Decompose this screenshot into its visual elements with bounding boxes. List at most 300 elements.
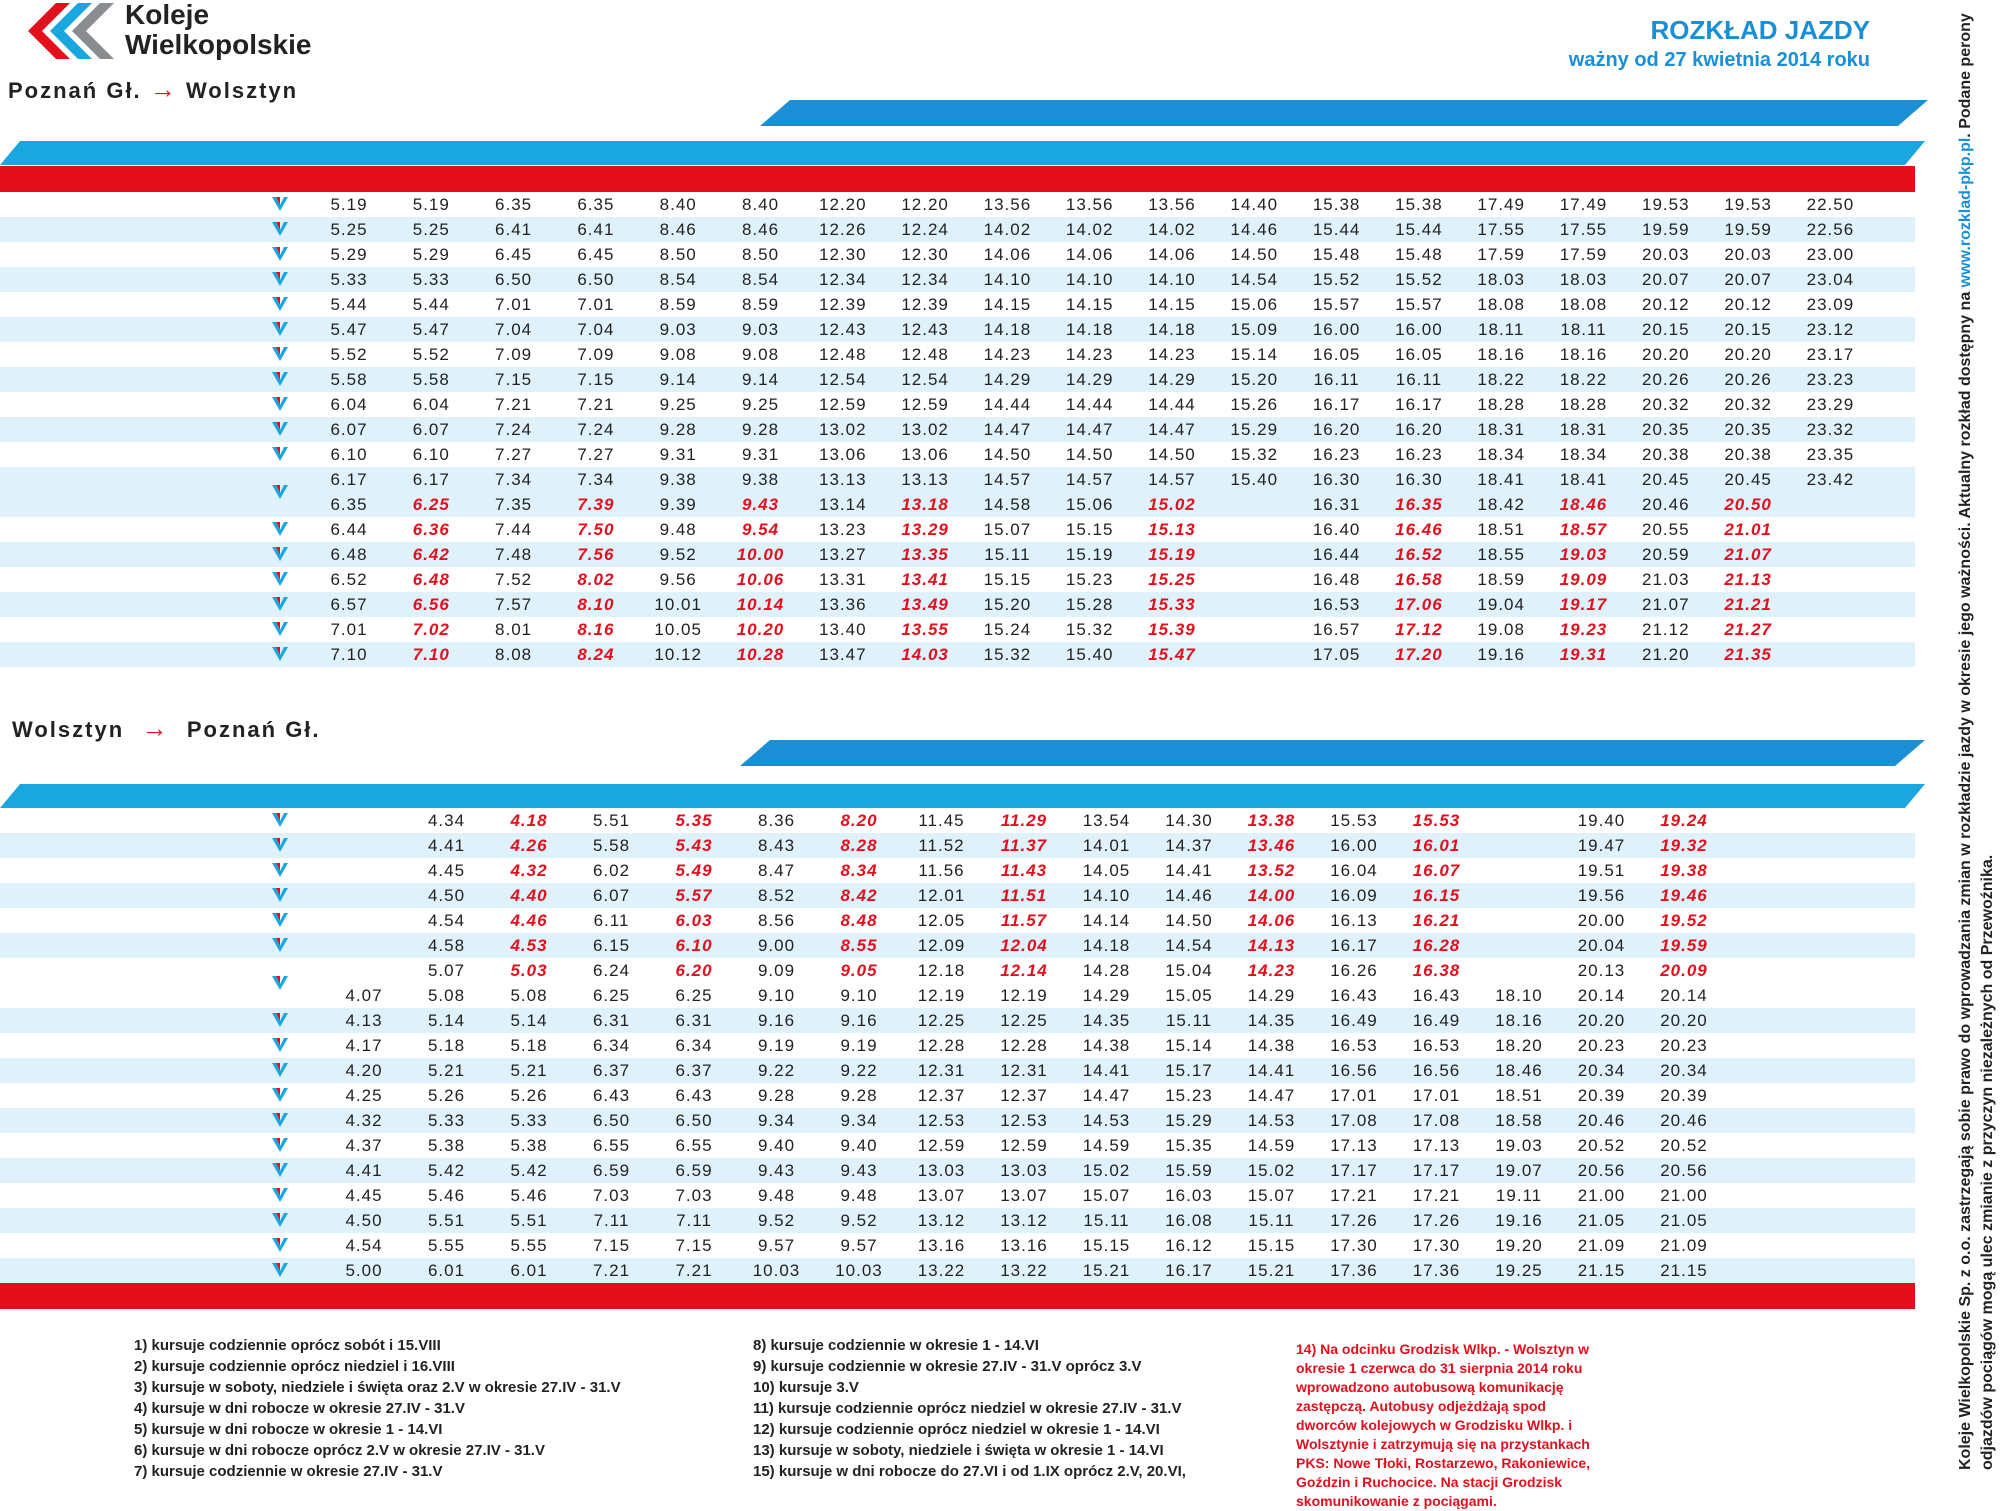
departure-time: 18.10: [1495, 986, 1543, 1005]
departure-time: 5.52: [330, 345, 368, 364]
departure-time: 20.14: [1660, 986, 1708, 1005]
footnote-item: 13) kursuje w soboty, niedziele i święta w okresie 1 - 14.VI: [753, 1442, 1164, 1459]
platform-number: [966, 166, 1048, 192]
departure-time: 12.30: [901, 245, 949, 264]
departure-time: 9.10: [840, 986, 878, 1005]
departure-time: 9.08: [659, 345, 697, 364]
departure-time: 11.56: [918, 861, 965, 880]
departure-time: 5.21: [427, 1061, 466, 1080]
departure-time: 19.16: [1495, 1211, 1543, 1230]
accessible-station-icon: [272, 838, 288, 852]
departure-time: 15.02: [1247, 1161, 1296, 1180]
departure-time: 16.38: [1412, 961, 1461, 980]
departure-time: 7.57: [495, 595, 533, 614]
departure-time: 6.52: [330, 570, 368, 589]
train-number: [555, 124, 637, 140]
departure-time: 20.07: [1642, 270, 1690, 289]
departure-time: 16.08: [1165, 1211, 1213, 1230]
departure-time: 6.20: [675, 961, 713, 980]
departure-time: 17.21: [1412, 1186, 1461, 1205]
station-row: [0, 1008, 1915, 1033]
departure-time: 14.44: [983, 395, 1032, 414]
departure-time: 5.33: [510, 1111, 548, 1130]
departure-time: 16.26: [1330, 961, 1378, 980]
departure-time: 21.05: [1577, 1211, 1626, 1230]
departure-time: 9.52: [757, 1211, 796, 1230]
accessible-station-icon: [272, 1263, 288, 1277]
departure-time: 9.48: [757, 1186, 796, 1205]
departure-time: 17.17: [1412, 1161, 1461, 1180]
departure-time: 7.01: [495, 295, 533, 314]
departure-time: 4.13: [345, 1011, 383, 1030]
departure-time: 20.35: [1642, 420, 1690, 439]
departure-time: 16.43: [1412, 986, 1461, 1005]
platform-number: [1625, 166, 1707, 192]
side-note-text-2: . Podane perony odjazdów pociągów mogą ulec zmianie z przyczyn niezależnych od Przewoźnika.: [1957, 13, 1996, 1470]
arrow-right-icon: →: [132, 713, 179, 743]
departure-time: 19.47: [1577, 836, 1626, 855]
departure-time: 15.06: [1230, 295, 1279, 314]
service-code: [983, 783, 1065, 808]
platform-number: [571, 1283, 653, 1309]
departure-time: 20.45: [1642, 470, 1690, 489]
departure-time: 10.03: [835, 1261, 883, 1280]
station-row: [0, 592, 1915, 617]
departure-time: 16.17: [1312, 395, 1361, 414]
departure-time: 12.34: [819, 270, 867, 289]
station-row: [0, 1058, 1915, 1083]
departure-time: 6.36: [412, 520, 450, 539]
departure-time: 12.18: [917, 961, 966, 980]
departure-time: 8.54: [659, 270, 697, 289]
departure-time: 14.23: [1148, 345, 1196, 364]
departure-time: 19.23: [1559, 620, 1608, 639]
departure-time: 8.59: [659, 295, 697, 314]
accessible-station-icon: [272, 1238, 288, 1252]
timetable-inbound: [0, 740, 1925, 1340]
departure-time: 18.08: [1559, 295, 1608, 314]
departure-time: 4.07: [345, 986, 383, 1005]
train-number: [1049, 124, 1131, 140]
departure-time: 12.28: [1000, 1036, 1048, 1055]
footnote-item: 5) kursuje w dni robocze w okresie 1 - 14.VI: [134, 1421, 443, 1438]
departure-time: 10.05: [654, 620, 702, 639]
departure-time: 15.11: [1165, 1011, 1213, 1030]
departure-time: 20.32: [1642, 395, 1690, 414]
departure-time: 13.06: [819, 445, 867, 464]
service-code: [637, 140, 719, 165]
departure-time: 5.26: [510, 1086, 548, 1105]
departure-time: 20.46: [1577, 1111, 1626, 1130]
departure-time: 18.41: [1477, 470, 1525, 489]
accessible-station-icon: [272, 1038, 288, 1052]
accessible-station-icon: [272, 1163, 288, 1177]
departure-time: 23.29: [1806, 395, 1855, 414]
departure-time: 5.42: [427, 1161, 466, 1180]
departure-time: 13.16: [1000, 1236, 1048, 1255]
train-number: [720, 124, 802, 140]
departure-time: 6.44: [330, 520, 368, 539]
departure-time: 21.27: [1724, 620, 1772, 639]
departure-time: 17.30: [1330, 1236, 1378, 1255]
departure-time: 4.26: [510, 836, 548, 855]
accessible-station-icon: [272, 547, 288, 561]
service-code: [653, 783, 735, 808]
departure-time: 13.22: [1000, 1261, 1048, 1280]
departure-time: 5.07: [427, 961, 466, 980]
departure-time: 13.23: [819, 520, 867, 539]
departure-time: 6.34: [675, 1036, 713, 1055]
departure-time: 8.36: [757, 811, 796, 830]
departure-time: 9.48: [840, 1186, 878, 1205]
departure-time: 4.40: [510, 886, 548, 905]
departure-time: 6.07: [412, 420, 450, 439]
departure-time: 15.29: [1165, 1111, 1213, 1130]
platform-number: [901, 1283, 983, 1309]
departure-time: 9.16: [840, 1011, 878, 1030]
service-code: [1478, 783, 1560, 808]
departure-time: 17.26: [1412, 1211, 1461, 1230]
departure-time: 4.20: [345, 1061, 383, 1080]
brand-line2: Wielkopolskie: [125, 29, 312, 60]
departure-time: 14.57: [1148, 470, 1196, 489]
departure-time: 21.05: [1660, 1211, 1708, 1230]
departure-time: 14.06: [1247, 911, 1296, 930]
footnote-item: 3) kursuje w soboty, niedziele i święta oraz 2.V w okresie 27.IV - 31.V: [134, 1379, 621, 1396]
departure-time: 16.56: [1412, 1061, 1461, 1080]
service-code: [884, 140, 966, 165]
departure-time: 21.00: [1577, 1186, 1626, 1205]
footnote-item: 12) kursuje codziennie oprócz niedziel w okresie 1 - 14.VI: [753, 1421, 1160, 1438]
departure-time: 8.50: [659, 245, 697, 264]
train-number: [1707, 124, 1789, 140]
departure-time: 15.07: [983, 520, 1032, 539]
departure-time: 13.41: [901, 570, 949, 589]
departure-time: 9.19: [840, 1036, 878, 1055]
departure-time: 14.44: [1148, 395, 1196, 414]
station-row: [0, 467, 1915, 517]
departure-time: 9.54: [741, 520, 780, 539]
departure-time: 14.38: [1247, 1036, 1296, 1055]
departure-time: 18.08: [1477, 295, 1525, 314]
service-code: [966, 140, 1048, 165]
departure-time: 5.57: [675, 886, 713, 905]
train-number: [488, 768, 570, 784]
departure-time: 16.20: [1312, 420, 1361, 439]
departure-time: 12.20: [901, 195, 949, 214]
validity-date: ważny od 27 kwietnia 2014 roku: [1568, 49, 1870, 71]
departure-time: 6.50: [592, 1111, 631, 1130]
departure-time: 5.44: [330, 295, 368, 314]
service-code: [488, 783, 570, 808]
departure-time: 10.12: [654, 645, 702, 664]
departure-time: 12.14: [1000, 961, 1048, 980]
departure-time: 13.02: [819, 420, 867, 439]
departure-time: 6.03: [675, 911, 713, 930]
departure-time: 10.01: [654, 595, 702, 614]
departure-time: 5.42: [510, 1161, 548, 1180]
departure-time: 13.12: [917, 1211, 966, 1230]
departure-time: 4.34: [427, 811, 466, 830]
departure-time: 14.41: [1247, 1061, 1296, 1080]
departure-time: 16.00: [1330, 836, 1378, 855]
departure-time: 16.28: [1412, 936, 1461, 955]
departure-time: 5.49: [675, 861, 713, 880]
departure-time: 20.35: [1724, 420, 1772, 439]
accessible-station-icon: [272, 1188, 288, 1202]
departure-time: 20.52: [1660, 1136, 1708, 1155]
departure-time: 21.15: [1660, 1261, 1708, 1280]
departure-time: 5.51: [510, 1211, 548, 1230]
departure-time: 13.12: [1000, 1211, 1048, 1230]
departure-time: 15.24: [983, 620, 1032, 639]
station-row: [0, 367, 1915, 392]
departure-time: 14.29: [1082, 986, 1131, 1005]
departure-time: 15.05: [1165, 986, 1213, 1005]
departure-time: 15.53: [1330, 811, 1378, 830]
departure-time: 21.09: [1577, 1236, 1626, 1255]
departure-time: 7.15: [495, 370, 533, 389]
departure-time: 14.50: [983, 445, 1032, 464]
departure-time: 14.29: [1148, 370, 1196, 389]
departure-time: 13.52: [1247, 861, 1296, 880]
departure-time: 9.14: [741, 370, 780, 389]
departure-time: 5.03: [510, 961, 548, 980]
timetable-link[interactable]: www.rozklad-pkp.pl: [1957, 137, 1974, 288]
departure-time: 14.30: [1165, 811, 1213, 830]
departure-time: 6.37: [592, 1061, 631, 1080]
departure-time: 9.03: [659, 320, 697, 339]
departure-time: 14.29: [1065, 370, 1114, 389]
departure-time: 12.28: [917, 1036, 966, 1055]
departure-time: 5.25: [330, 220, 368, 239]
side-note-text-1: Koleje Wielkopolskie Sp. z o.o. zastrzegają sobie prawo do wprowadzania zmian w rozkładzie jazdy w okresie jego ważności. Aktualny rozkład dostępny na: [1957, 287, 1974, 1470]
departure-time: 5.35: [675, 811, 713, 830]
departure-time: 9.28: [757, 1086, 796, 1105]
service-code: [1148, 783, 1230, 808]
departure-time: 13.18: [901, 495, 949, 514]
departure-time: 15.52: [1312, 270, 1361, 289]
departure-time: 14.53: [1082, 1111, 1131, 1130]
departure-time: 23.04: [1806, 270, 1855, 289]
departure-time: 18.20: [1495, 1036, 1543, 1055]
train-number: [390, 124, 472, 140]
departure-time: 17.08: [1330, 1111, 1378, 1130]
departure-time: 16.03: [1165, 1186, 1213, 1205]
departure-time: 8.56: [757, 911, 796, 930]
departure-time: 16.07: [1412, 861, 1461, 880]
departure-time: 18.22: [1559, 370, 1608, 389]
departure-time: 9.43: [840, 1161, 878, 1180]
departure-time: 6.50: [675, 1111, 713, 1130]
departure-time: 18.03: [1477, 270, 1525, 289]
departure-time: 14.14: [1082, 911, 1131, 930]
station-row: [0, 1083, 1915, 1108]
station-row: [0, 542, 1915, 567]
departure-time: 9.28: [659, 420, 697, 439]
station-row: [0, 1258, 1915, 1283]
departure-time: 6.59: [592, 1161, 631, 1180]
train-number: [1131, 124, 1213, 140]
route-from: Poznań Gł.: [8, 78, 142, 103]
platform-number: [488, 1283, 570, 1309]
departure-time: 5.46: [510, 1186, 548, 1205]
route-to: Wolsztyn: [185, 78, 299, 103]
departure-time: 8.52: [757, 886, 796, 905]
departure-time: 13.07: [1000, 1186, 1048, 1205]
departure-time: 6.01: [427, 1261, 466, 1280]
departure-time: 14.00: [1247, 886, 1296, 905]
train-number: [1561, 768, 1643, 784]
departure-time: 14.41: [1082, 1061, 1131, 1080]
departure-time: 6.48: [412, 570, 450, 589]
service-code: [1049, 140, 1131, 165]
departure-time: 20.03: [1724, 245, 1772, 264]
service-code: [1066, 783, 1148, 808]
departure-time: 23.32: [1806, 420, 1855, 439]
departure-time: 12.31: [917, 1061, 966, 1080]
train-number: [1313, 768, 1395, 784]
departure-time: 14.53: [1247, 1111, 1296, 1130]
departure-time: 16.49: [1412, 1011, 1461, 1030]
departure-time: 19.11: [1495, 1186, 1543, 1205]
departure-time: 20.34: [1660, 1061, 1708, 1080]
platform-number: [1049, 166, 1131, 192]
departure-time: 7.15: [577, 370, 615, 389]
departure-time: 13.29: [901, 520, 949, 539]
departure-time: 6.04: [412, 395, 450, 414]
departure-time: 14.35: [1247, 1011, 1296, 1030]
departure-time: 13.40: [819, 620, 867, 639]
departure-time: 8.02: [577, 570, 615, 589]
departure-time: 9.34: [840, 1111, 878, 1130]
departure-time: 5.38: [510, 1136, 548, 1155]
departure-time: 8.47: [757, 861, 796, 880]
platform-number: [1561, 1283, 1643, 1309]
departure-time: 14.47: [1082, 1086, 1131, 1105]
brand-line1: Koleje: [125, 0, 210, 30]
departure-time: 8.46: [659, 220, 697, 239]
departure-time: 4.45: [345, 1186, 383, 1205]
departure-time: 10.06: [736, 570, 785, 589]
departure-time: 19.51: [1577, 861, 1626, 880]
departure-time: 19.07: [1495, 1161, 1543, 1180]
departure-time: 18.34: [1477, 445, 1525, 464]
train-number: [983, 768, 1065, 784]
departure-time: 5.18: [510, 1036, 548, 1055]
departure-time: 8.40: [741, 195, 780, 214]
departure-time: 16.43: [1330, 986, 1378, 1005]
departure-time: 14.13: [1247, 936, 1296, 955]
accessible-station-icon: [272, 197, 288, 211]
departure-time: 15.15: [1247, 1236, 1296, 1255]
departure-time: 7.34: [495, 470, 533, 489]
departure-time: 16.56: [1330, 1061, 1378, 1080]
departure-time: 9.00: [757, 936, 796, 955]
departure-time: 7.21: [675, 1261, 713, 1280]
departure-time: 23.35: [1806, 445, 1855, 464]
departure-time: 12.54: [819, 370, 867, 389]
departure-time: 14.15: [1148, 295, 1196, 314]
departure-time: 17.49: [1477, 195, 1525, 214]
departure-time: 14.44: [1065, 395, 1114, 414]
departure-time: 5.55: [510, 1236, 548, 1255]
departure-time: 20.55: [1642, 520, 1690, 539]
departure-time: 4.54: [427, 911, 466, 930]
departure-time: 4.54: [345, 1236, 383, 1255]
departure-time: 15.19: [1065, 545, 1114, 564]
departure-time: 5.43: [675, 836, 713, 855]
departure-time: 16.01: [1412, 836, 1461, 855]
timetable-outbound: [0, 100, 1925, 690]
departure-time: 4.18: [510, 811, 548, 830]
station-row: [0, 1183, 1915, 1208]
station-row: [0, 1108, 1915, 1133]
departure-time: 14.59: [1082, 1136, 1131, 1155]
departure-time: 14.57: [983, 470, 1032, 489]
service-code: [1296, 140, 1378, 165]
departure-time: 19.31: [1559, 645, 1608, 664]
departure-time: 9.31: [741, 445, 780, 464]
departure-time: 7.24: [495, 420, 533, 439]
service-code: [1707, 140, 1789, 165]
departure-time: 18.46: [1495, 1061, 1543, 1080]
footnote-item: 11) kursuje codziennie oprócz niedziel w okresie 27.IV - 31.V: [753, 1400, 1182, 1417]
departure-time: 20.03: [1642, 245, 1690, 264]
platform-number: [1460, 166, 1542, 192]
departure-time: 5.47: [330, 320, 368, 339]
departure-time: 4.32: [345, 1111, 383, 1130]
departure-time: 7.09: [577, 345, 615, 364]
departure-time: 4.46: [510, 911, 548, 930]
departure-time: 5.19: [412, 195, 450, 214]
departure-time: 17.21: [1330, 1186, 1378, 1205]
departure-time: 6.45: [495, 245, 533, 264]
departure-time: 14.10: [1082, 886, 1131, 905]
departure-time: 15.11: [984, 545, 1031, 564]
departure-time: 13.35: [901, 545, 949, 564]
accessible-station-icon: [272, 372, 288, 386]
departure-time: 20.32: [1724, 395, 1772, 414]
departure-time: 13.56: [983, 195, 1032, 214]
departure-time: 19.25: [1495, 1261, 1543, 1280]
departure-time: 14.41: [1165, 861, 1213, 880]
departure-time: 6.45: [577, 245, 615, 264]
station-row: [0, 217, 1915, 242]
departure-time: 14.03: [901, 645, 949, 664]
departure-time: 6.37: [675, 1061, 713, 1080]
departure-time: 20.09: [1660, 961, 1708, 980]
departure-time: 13.07: [917, 1186, 966, 1205]
station-row: [0, 833, 1915, 858]
station-row: [0, 908, 1915, 933]
departure-time: 15.15: [1082, 1236, 1131, 1255]
departure-time: 15.11: [1248, 1211, 1295, 1230]
departure-time: 14.29: [983, 370, 1032, 389]
departure-time: 15.57: [1395, 295, 1443, 314]
departure-time: 12.26: [819, 220, 867, 239]
platform-number: [637, 166, 719, 192]
departure-time: 6.02: [592, 861, 631, 880]
service-code: [1643, 783, 1725, 808]
departure-time: 7.34: [577, 470, 615, 489]
departure-time: 19.03: [1559, 545, 1608, 564]
departure-time: 15.38: [1312, 195, 1361, 214]
departure-time: 15.04: [1165, 961, 1213, 980]
departure-time: 16.30: [1395, 470, 1443, 489]
departure-time: 8.40: [659, 195, 697, 214]
departure-time: 18.22: [1477, 370, 1525, 389]
